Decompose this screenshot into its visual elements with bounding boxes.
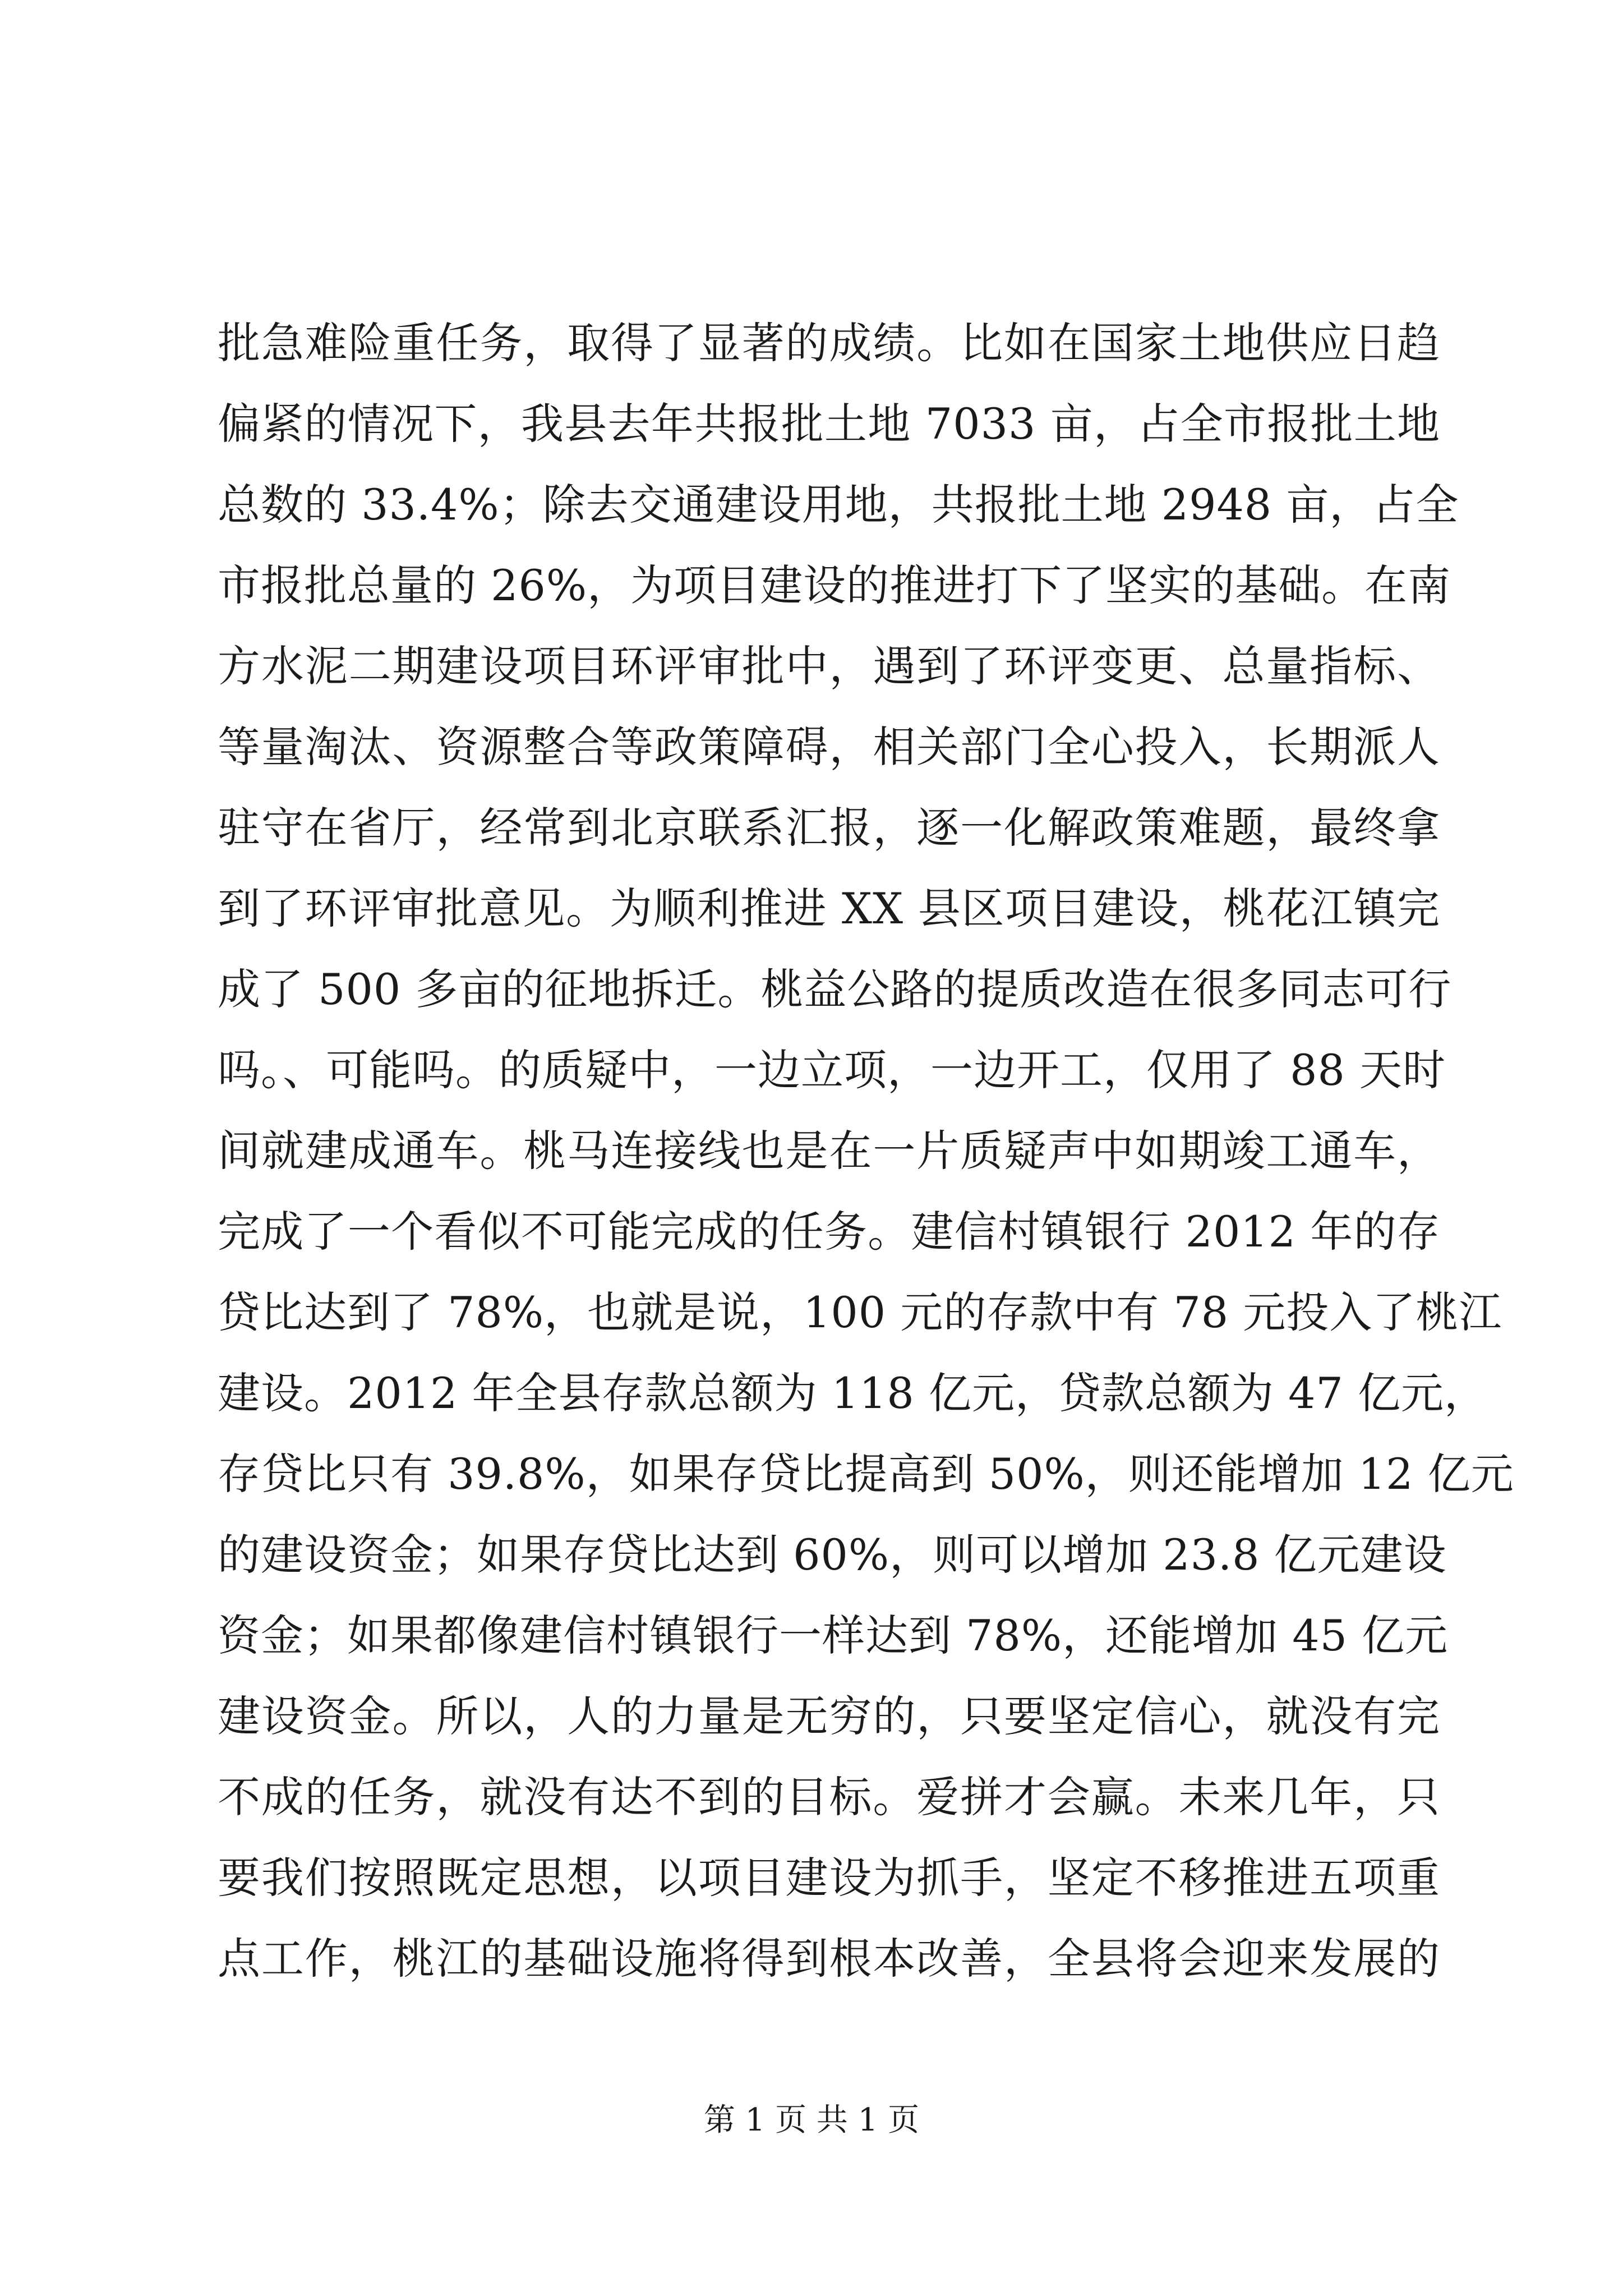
text-line: 要我们按照既定思想，以项目建设为抓手，坚定不移推进五项重: [218, 1853, 1440, 1903]
text-line: 存贷比只有 39.8%，如果存贷比提高到 50%，则还能增加 12 亿元: [218, 1449, 1514, 1499]
page-number-label: 第 1 页 共 1 页: [703, 2102, 920, 2138]
text-line: 等量淘汰、资源整合等政策障碍，相关部门全心投入，长期派人: [218, 722, 1440, 772]
text-line: 总数的 33.4%；除去交通建设用地，共报批土地 2948 亩，占全: [218, 480, 1459, 530]
text-line: 批急难险重任务，取得了显著的成绩。比如在国家土地供应日趋: [218, 318, 1440, 368]
text-line: 的建设资金；如果存贷比达到 60%，则可以增加 23.8 亿元建设: [218, 1530, 1447, 1580]
page-footer: [0, 2101, 1623, 2140]
text-line: 点工作，桃江的基础设施将得到根本改善，全县将会迎来发展的: [218, 1934, 1440, 1984]
text-line: 方水泥二期建设项目环评审批中，遇到了环评变更、总量指标、: [218, 641, 1440, 691]
body-paragraph: [218, 303, 1514, 1999]
text-line: 偏紧的情况下，我县去年共报批土地 7033 亩，占全市报批土地: [218, 399, 1440, 449]
text-line: 建设资金。所以，人的力量是无穷的，只要坚定信心，就没有完: [218, 1691, 1440, 1741]
text-line: 不成的任务，就没有达不到的目标。爱拼才会赢。未来几年，只: [218, 1772, 1440, 1822]
text-line: 驻守在省厅，经常到北京联系汇报，逐一化解政策难题，最终拿: [218, 803, 1440, 853]
text-line: 完成了一个看似不可能完成的任务。建信村镇银行 2012 年的存: [218, 1207, 1440, 1257]
text-line: 贷比达到了 78%，也就是说，100 元的存款中有 78 元投入了桃江: [218, 1287, 1502, 1337]
text-line: 成了 500 多亩的征地拆迁。桃益公路的提质改造在很多同志可行: [218, 964, 1452, 1014]
text-line: 建设。2012 年全县存款总额为 118 亿元，贷款总额为 47 亿元，: [218, 1368, 1487, 1418]
text-line: 市报批总量的 26%，为项目建设的推进打下了坚实的基础。在南: [218, 560, 1451, 610]
text-line: 到了环评审批意见。为顺利推进 XX 县区项目建设，桃花江镇完: [218, 884, 1440, 933]
text-line: 间就建成通车。桃马连接线也是在一片质疑声中如期竣工通车，: [218, 1126, 1440, 1176]
text-line: 吗。、可能吗。的质疑中，一边立项，一边开工，仅用了 88 天时: [218, 1045, 1446, 1095]
text-line: 资金；如果都像建信村镇银行一样达到 78%，还能增加 45 亿元: [218, 1611, 1449, 1660]
